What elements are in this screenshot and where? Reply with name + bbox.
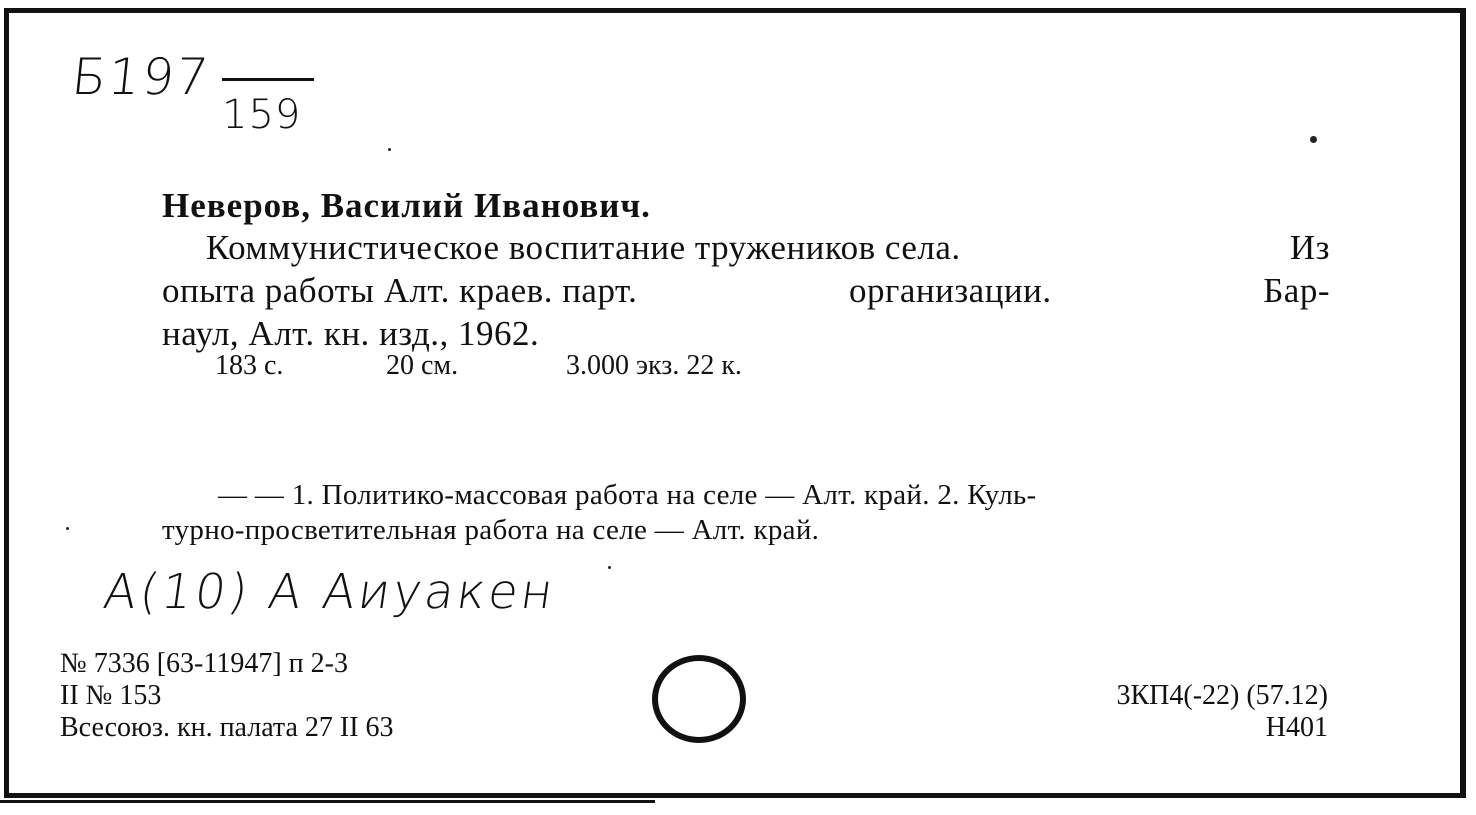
registration-info bbox=[60, 648, 394, 744]
classification-line: Н401 bbox=[1265, 712, 1328, 743]
title-text: организации. bbox=[848, 271, 1052, 310]
physical-size: 20 см. bbox=[386, 350, 459, 381]
subject-headings bbox=[162, 478, 1330, 548]
call-number-sub: 159 bbox=[222, 92, 302, 138]
title-text: Коммунистическое воспитание тружеников села. bbox=[206, 228, 961, 267]
title-text: Из bbox=[1289, 228, 1330, 267]
ink-speck bbox=[388, 148, 391, 151]
subject-line: турно-просветительная работа на селе — Алт. край. bbox=[162, 514, 820, 546]
registration-line: Всесоюз. кн. палата 27 II 63 bbox=[60, 712, 394, 743]
ink-speck bbox=[608, 566, 611, 569]
classification-line: 3КП4(-22) (57.12) bbox=[1116, 680, 1328, 711]
card-edge-shadow bbox=[0, 800, 655, 803]
author-heading: Неверов, Василий Иванович. bbox=[162, 186, 651, 225]
title-line-3 bbox=[162, 312, 1330, 355]
title-line-2 bbox=[162, 269, 1330, 312]
ink-speck bbox=[1310, 136, 1317, 143]
physical-copies-price: 3.000 экз. 22 к. bbox=[566, 350, 742, 381]
title-text: наул, Алт. кн. изд., 1962. bbox=[162, 314, 540, 353]
title-block bbox=[162, 226, 1330, 355]
registration-line: II № 153 bbox=[60, 680, 162, 711]
call-number-main: Б197 bbox=[68, 48, 213, 106]
subject-line: — — 1. Политико-массовая работа на селе — Алт. край. 2. Куль- bbox=[218, 479, 1037, 511]
title-text: Бар- bbox=[1263, 271, 1330, 310]
handwritten-note: A(10) A Аиуакен bbox=[100, 564, 560, 620]
punch-hole-circle bbox=[652, 655, 746, 743]
call-number-divider bbox=[222, 78, 314, 81]
title-text: опыта работы Алт. краев. парт. bbox=[162, 271, 638, 310]
title-line-1 bbox=[162, 226, 1330, 269]
ink-speck bbox=[66, 527, 69, 530]
classification-info bbox=[1116, 680, 1328, 744]
registration-line: № 7336 [63-11947] п 2-3 bbox=[60, 648, 348, 679]
physical-pages: 183 с. bbox=[215, 350, 284, 381]
